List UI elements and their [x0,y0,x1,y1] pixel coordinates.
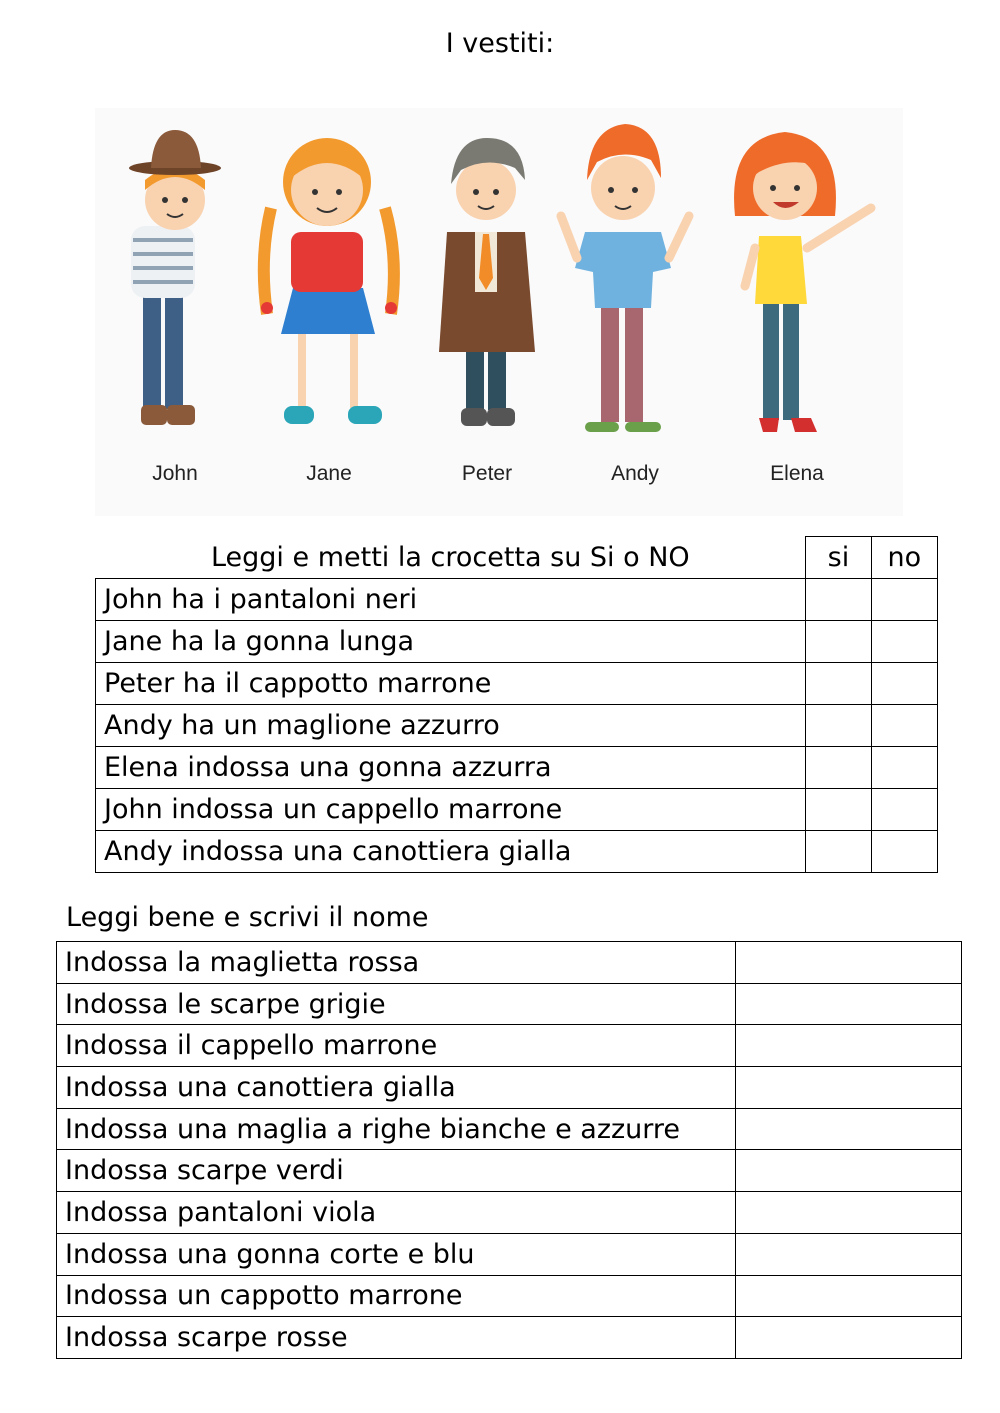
statement-cell: John ha i pantaloni neri [96,579,806,621]
answer-si-cell[interactable] [806,789,872,831]
statement-cell: Andy ha un maglione azzurro [96,705,806,747]
answer-si-cell[interactable] [806,579,872,621]
description-cell: Indossa pantaloni viola [57,1192,736,1234]
character-name-label: John [152,462,198,485]
statement-cell: John indossa un cappello marrone [96,789,806,831]
answer-no-cell[interactable] [871,579,937,621]
column-header-si: si [806,537,872,579]
character-name-label: Peter [461,462,513,485]
description-cell: Indossa scarpe verdi [57,1150,736,1192]
description-cell: Indossa una canottiera gialla [57,1067,736,1109]
answer-no-cell[interactable] [871,831,937,873]
character-name-label: Jane [306,462,352,485]
yes-no-instruction: Leggi e metti la crocetta su Si o NO [210,541,690,573]
characters-svg [95,108,903,516]
table-row [57,1192,962,1234]
table-row [96,705,938,747]
table-row [57,1317,962,1359]
statement-cell: Peter ha il cappotto marrone [96,663,806,705]
answer-si-cell[interactable] [806,705,872,747]
yes-no-header-row [96,537,938,579]
figure-elena [734,132,871,432]
answer-si-cell[interactable] [806,663,872,705]
answer-no-cell[interactable] [871,789,937,831]
table-row [57,1025,962,1067]
description-cell: Indossa le scarpe grigie [57,983,736,1025]
answer-no-cell[interactable] [871,621,937,663]
table-row [57,1233,962,1275]
yes-no-table [95,536,938,873]
table-row [96,579,938,621]
character-name-label: Andy [611,462,659,485]
characters-illustration [95,108,903,516]
statement-cell: Andy indossa una canottiera gialla [96,831,806,873]
description-cell: Indossa una gonna corte e blu [57,1233,736,1275]
description-cell: Indossa la maglietta rossa [57,942,736,984]
column-header-no: no [871,537,937,579]
name-answer-cell[interactable] [736,1233,962,1275]
answer-si-cell[interactable] [806,621,872,663]
description-cell: Indossa il cappello marrone [57,1025,736,1067]
table-row [96,831,938,873]
description-cell: Indossa una maglia a righe bianche e azzurre [57,1108,736,1150]
table-row [57,942,962,984]
names-section-title: Leggi bene e scrivi il nome [66,902,429,933]
figure-peter [439,138,535,426]
figure-john [129,130,221,425]
name-answer-cell[interactable] [736,1317,962,1359]
table-row [96,747,938,789]
table-row [57,1067,962,1109]
statement-cell: Elena indossa una gonna azzurra [96,747,806,789]
answer-si-cell[interactable] [806,747,872,789]
table-row [96,621,938,663]
name-answer-cell[interactable] [736,1275,962,1317]
table-row [57,1275,962,1317]
table-row [57,1150,962,1192]
description-cell: Indossa un cappotto marrone [57,1275,736,1317]
page-title: I vestiti: [445,28,555,59]
character-name-label: Elena [770,462,824,485]
answer-no-cell[interactable] [871,663,937,705]
name-answer-cell[interactable] [736,942,962,984]
statement-cell: Jane ha la gonna lunga [96,621,806,663]
name-answer-cell[interactable] [736,983,962,1025]
figure-jane [261,138,397,424]
table-row [96,663,938,705]
name-answer-cell[interactable] [736,1150,962,1192]
table-row [57,983,962,1025]
answer-no-cell[interactable] [871,747,937,789]
names-table [56,941,962,1359]
figure-andy [561,124,689,432]
answer-no-cell[interactable] [871,705,937,747]
name-answer-cell[interactable] [736,1067,962,1109]
table-row [57,1108,962,1150]
answer-si-cell[interactable] [806,831,872,873]
table-row [96,789,938,831]
description-cell: Indossa scarpe rosse [57,1317,736,1359]
name-answer-cell[interactable] [736,1108,962,1150]
name-answer-cell[interactable] [736,1025,962,1067]
name-answer-cell[interactable] [736,1192,962,1234]
